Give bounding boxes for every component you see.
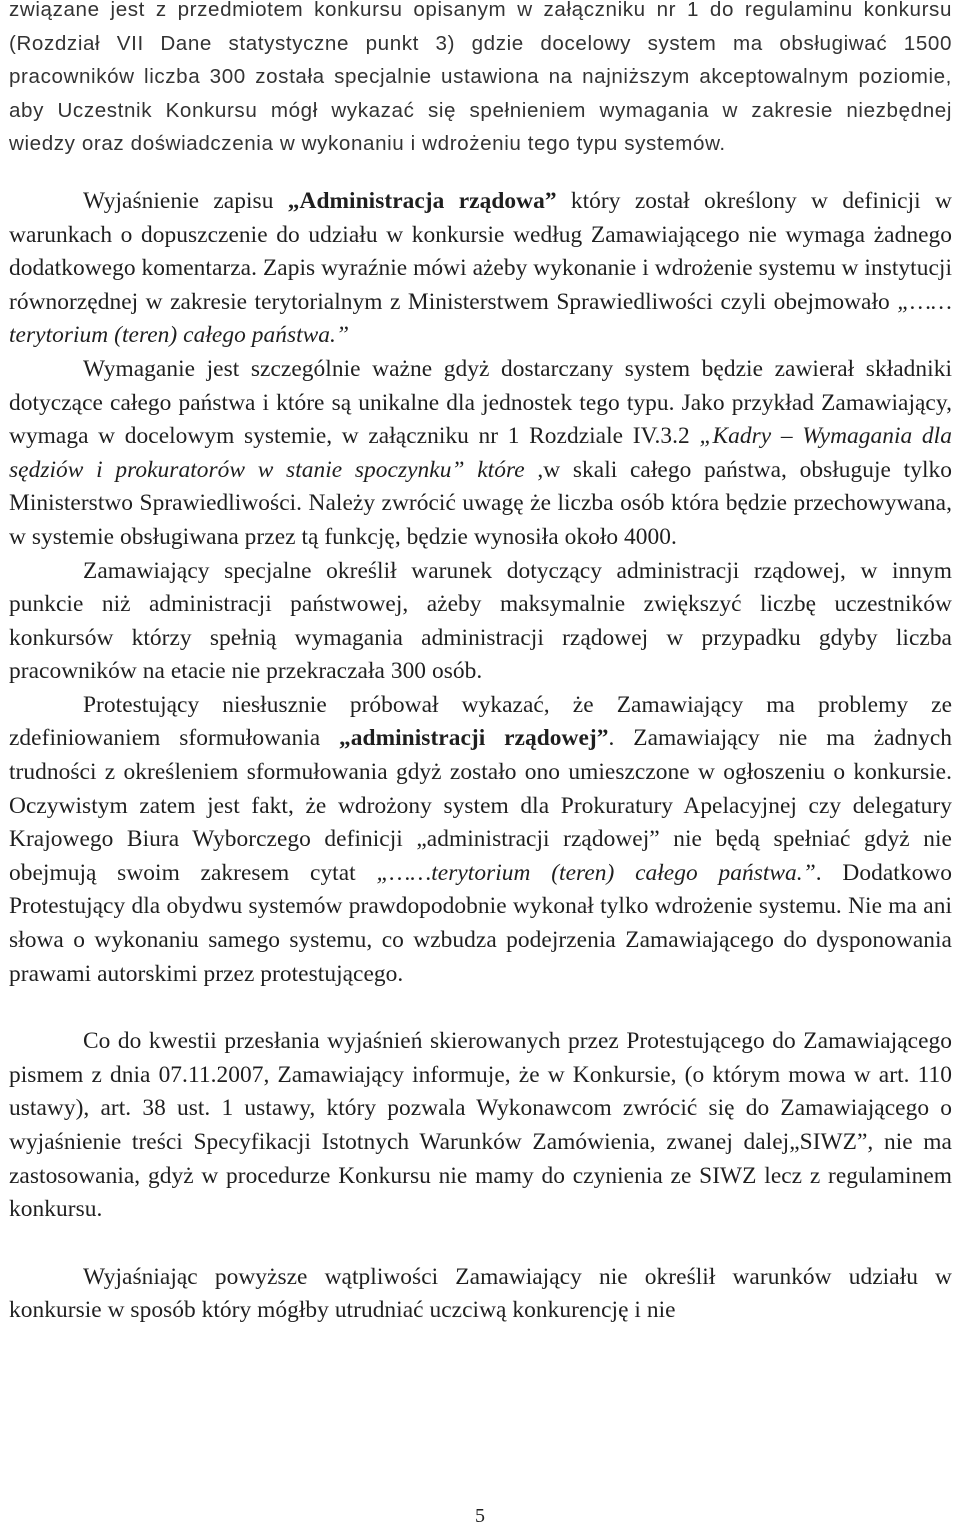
p3-text-c: ,w skali całego państwa, obsługuje tylko Ministerstwo Sprawiedliwości. Należy zwrócić uwagę że liczba osób która będzie przechowywana, w systemie obsługiwana przez tą funkcję, będzie wynosiła około 4000. (9, 456, 952, 550)
paragraph-4: Zamawiający specjalne określił warunek dotyczący administracji rządowej, w innym punkcie niż administracji państwowej, ażeby maksymalnie zwiększyć liczbę uczestników konkursów którzy spełnią wymagania administracji rządowej w przypadku gdyby liczba pracowników na etacie nie przekraczała 300 osób. (9, 557, 952, 685)
p3-quote-kadry: „Kadry – Wymagania dla sędziów i prokuratorów w stanie spoczynku” które (9, 423, 952, 483)
p2-text-c: który został określony w definicji w warunkach o dopuszczenie do udziału w konkursie według Zamawiającego nie wymaga żadnego dodatkowego komentarza. Zapis wyraźnie mówi ażeby wykonanie i wdrożenie systemu w instytucji równorzędnej w zakresie terytorialnym z Ministerstwem Sprawiedliwości czyli obejmowało (9, 187, 952, 315)
paragraph-3 (9, 353, 952, 555)
p5-text-a: Protestujący niesłusznie próbował wykazać, że Zamawiający ma problemy ze zdefiniowaniem sformułowania (9, 691, 952, 752)
paragraph-6: Co do kwestii przesłania wyjaśnień skierowanych przez Protestującego do Zamawiającego pismem z dnia 07.11.2007, Zamawiający informuje, że w Konkursie, (o którym mowa w art. 110 ustawy), art. 38 ust. 1 ustawy, który pozwala Wykonawcom zwrócić się do Zamawiającego o wyjaśnienie treści Specyfikacji Istotnych Warunków Zamówienia, zwanej dalej„SIWZ”, nie ma zastosowania, gdyż w procedurze Konkursu nie mamy do czynienia ze SIWZ lecz z regulaminem konkursu. (9, 1028, 952, 1223)
p5-term-administracji-rzadowej: „administracji rządowej” (339, 725, 609, 752)
page-number: 5 (475, 1505, 485, 1527)
p2-quote-terytorium: „……terytorium (teren) całego państwa.” (9, 288, 952, 349)
paragraph-5 (9, 689, 952, 991)
p2-text-a: Wyjaśnienie zapisu (83, 187, 288, 214)
p2-term-administracja-rzadowa: „Administracja rządowa” (287, 187, 557, 214)
p5-text-c: . Zamawiający nie ma żadnych trudności z określeniem sformułowania gdyż zostało ono umieszczone w ogłoszeniu o konkursie. Oczywistym zatem jest fakt, że wdrożony system dla Prokuratury Apelacyjnej czy delegatury Krajowego Biura Wyborczego definicji „administracji rządowej” nie będą spełniać gdyż nie obejmują swoim zakresem cytat (9, 725, 952, 886)
paragraph-2 (9, 185, 952, 353)
paragraph-7: Wyjaśniając powyższe wątpliwości Zamawiający nie określił warunków udziału w konkursie w sposób który mógłby utrudniać uczciwą konkurencję i nie (9, 1263, 952, 1324)
p5-quote-terytorium: „……terytorium (teren) całego państwa.” (376, 859, 816, 886)
paragraph-1: związane jest z przedmiotem konkursu opisanym w załączniku nr 1 do regulaminu konkursu (Rozdział VII Dane statystyczne punkt 3) gdzie docelowy system ma obsługiwać 1500 pracowników liczba 300 została specjalnie ustawiona na najniższym akceptowalnym poziomie, aby Uczestnik Konkursu mógł wykazać się spełnieniem wymagania w zakresie niezbędnej wiedzy oraz doświadczenia w wykonaniu i wdrożeniu tego typu systemów. (9, 0, 952, 156)
p3-text-a: Wymaganie jest szczególnie ważne gdyż dostarczany system będzie zawierał składniki dotyczące całego państwa i które są unikalne dla jednostek tego typu. Jako przykład Zamawiający, wymaga w docelowym systemie, w załączniku nr 1 Rozdziale IV.3.2 (9, 355, 952, 450)
p5-text-e: . Dodatkowo Protestujący dla obydwu systemów prawdopodobnie wykonał tylko wdrożenie systemu. Nie ma ani słowa o wykonaniu samego systemu, co wzbudza podejrzenia Zamawiającego do dysponowania prawami autorskimi przez protestującego. (9, 859, 952, 987)
